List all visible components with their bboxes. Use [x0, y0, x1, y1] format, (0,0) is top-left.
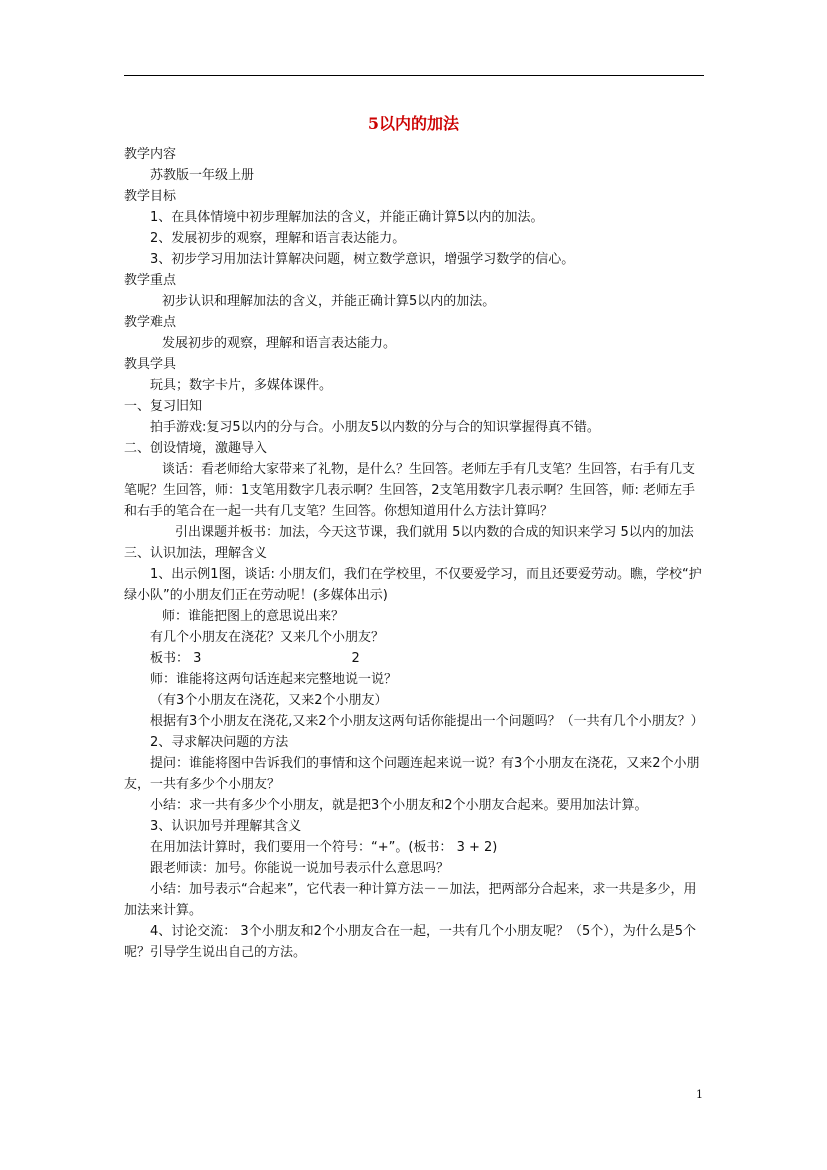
part3-paragraph: 跟老师读：加号。你能说一说加号表示什么意思吗？ — [150, 861, 450, 876]
document-body — [124, 144, 704, 963]
part3-paragraph: （有3个小朋友在浇花，又来2个小朋友） — [150, 693, 388, 708]
part3-paragraph: 小结：求一共有多少个小朋友，就是把3个小朋友和2个小朋友合起来。要用加法计算。 — [150, 798, 648, 813]
header-rule — [124, 75, 704, 76]
goal-item: 3、初步学习用加法计算解决问题，树立数学意识，增强学习数学的信心。 — [150, 252, 575, 267]
difficulties-text: 发展初步的观察，理解和语言表达能力。 — [162, 336, 397, 351]
board-label: 板书： — [150, 651, 190, 666]
part3-paragraph: 有几个小朋友在浇花？又来几个小朋友？ — [150, 630, 385, 645]
heading-key-points: 教学重点 — [124, 273, 177, 288]
heading-content: 教学内容 — [124, 147, 177, 162]
part3-paragraph: 师：谁能把图上的意思说出来？ — [162, 609, 345, 624]
goal-item: 1、在具体情境中初步理解加法的含义，并能正确计算5以内的加法。 — [150, 210, 544, 225]
content-text: 苏教版一年级上册 — [150, 168, 255, 183]
board-number-2: 2 — [351, 651, 360, 666]
board-writing — [124, 648, 704, 669]
page-number: 1 — [696, 1088, 703, 1101]
heading-tools: 教具学具 — [124, 357, 177, 372]
part3-paragraph: 小结：加号表示“合起来”，它代表一种计算方法－－加法，把两部分合起来，求一共是多少，用加法来计算。 — [124, 882, 697, 918]
heading-difficulties: 教学难点 — [124, 315, 177, 330]
part2-paragraph: 引出课题并板书：加法，今天这节课，我们就用 5以内数的合成的知识来学习 5以内的加法 — [175, 525, 694, 540]
part3-paragraph: 在用加法计算时，我们要用一个符号：“+”。(板书： 3 + 2) — [150, 840, 498, 855]
part1-text: 拍手游戏:复习5以内的分与合。小朋友5以内数的分与合的知识掌握得真不错。 — [150, 420, 600, 435]
part3-paragraph: 1、出示例1图，谈话: 小朋友们，我们在学校里，不仅要爱学习，而且还要爱劳动。瞧，学校“护绿小队”的小朋友们正在劳动呢！(多媒体出示) — [124, 567, 702, 603]
part2-paragraph: 谈话：看老师给大家带来了礼物，是什么？生回答。老师左手有几支笔？生回答，右手有几支笔呢？生回答，师：1支笔用数字几表示啊？生回答，2支笔用数字几表示啊？生回答，师: 老师左手和右手的笔合在一起一共有几支笔？生回答。你想知道用什么方法计算吗？ — [124, 462, 696, 519]
document-title: 5以内的加法 — [367, 114, 460, 133]
part3-subheading: 2、寻求解决问题的方法 — [150, 735, 289, 750]
board-number-1: 3 — [193, 651, 202, 666]
heading-part1: 一、复习旧知 — [124, 399, 203, 414]
part3-paragraph: 4、讨论交流： 3个小朋友和2个小朋友合在一起，一共有几个小朋友呢？（5个），为什么是5个呢？引导学生说出自己的方法。 — [124, 924, 696, 960]
heading-part2: 二、创设情境，激趣导入 — [124, 441, 268, 456]
part3-paragraph: 根据有3个小朋友在浇花,又来2个小朋友这两句话你能提出一个问题吗？（一共有几个小朋友？） — [150, 714, 704, 729]
key-points-text: 初步认识和理解加法的含义，并能正确计算5以内的加法。 — [162, 294, 496, 309]
part3-paragraph: 提问：谁能将图中告诉我们的事情和这个问题连起来说一说？有3个小朋友在浇花，又来2个小朋友，一共有多少个小朋友？ — [124, 756, 700, 792]
part3-paragraph: 师：谁能将这两句话连起来完整地说一说？ — [150, 672, 398, 687]
goal-item: 2、发展初步的观察，理解和语言表达能力。 — [150, 231, 406, 246]
heading-goals: 教学目标 — [124, 189, 177, 204]
part3-subheading: 3、认识加号并理解其含义 — [150, 819, 302, 834]
tools-text: 玩具；数字卡片，多媒体课件。 — [150, 378, 333, 393]
heading-part3: 三、认识加法，理解含义 — [124, 546, 268, 561]
